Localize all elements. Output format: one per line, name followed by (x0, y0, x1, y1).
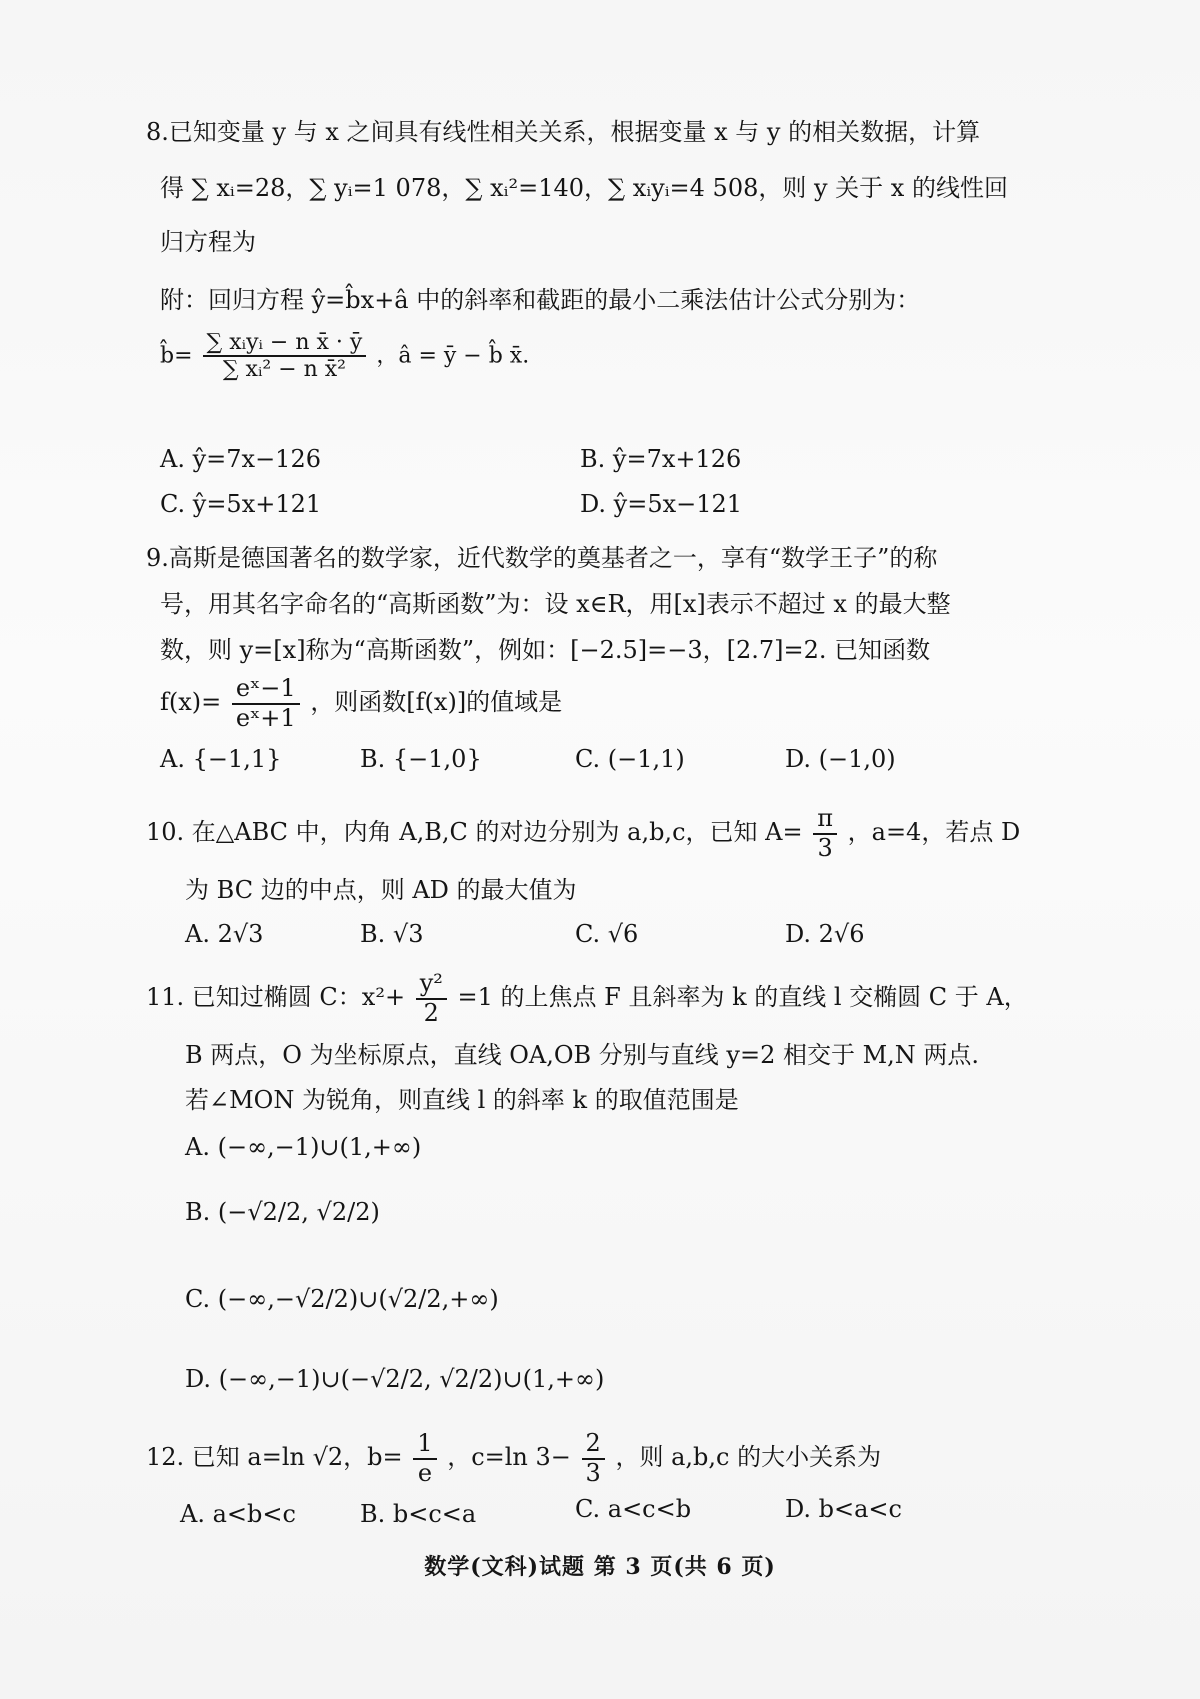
function-lhs: f(x)= (160, 688, 222, 717)
q11-ellipse-fraction (416, 970, 447, 1027)
q10-option-d: D. 2√6 (785, 920, 865, 948)
q11-line2: B 两点，O 为坐标原点，直线 OA,OB 分别与直线 y=2 相交于 M,N 两点. (185, 1041, 980, 1069)
q11-line1-text: 11. 已知过椭圆 C：x²+ (146, 983, 406, 1012)
q9-function-line (160, 675, 562, 732)
q12-b-numerator: 1 (413, 1430, 436, 1460)
q9-option-a: A. {−1,1} (160, 745, 282, 773)
q12-b-denominator: e (417, 1458, 433, 1487)
q8-option-a: A. ŷ=7x−126 (160, 445, 321, 473)
q12-c-denominator: 3 (585, 1458, 601, 1487)
q11-y-numerator: y² (416, 970, 447, 1000)
q12-line1-text: 12. 已知 a=ln √2，b= (146, 1443, 403, 1472)
function-numerator: eˣ−1 (232, 675, 300, 705)
q11-option-b: B. (−√2/2, √2/2) (185, 1198, 380, 1226)
formula-fraction (203, 330, 367, 383)
q12-line1-rest: ，则 a,b,c 的大小关系为 (615, 1443, 882, 1472)
q9-line1: 9.高斯是德国著名的数学家，近代数学的奠基者之一，享有“数学王子”的称 (146, 544, 938, 572)
function-rhs: ，则函数[f(x)]的值域是 (310, 688, 563, 717)
formula-denominator: ∑ xᵢ² − n x̄² (222, 357, 347, 383)
q10-line2: 为 BC 边的中点，则 AD 的最大值为 (185, 876, 577, 904)
q9-line2: 号，用其名字命名的“高斯函数”为：设 x∈R，用[x]表示不超过 x 的最大整 (160, 590, 951, 618)
q12-line1 (146, 1430, 881, 1487)
q10-pi-denominator: 3 (817, 833, 833, 862)
q8-option-d: D. ŷ=5x−121 (580, 490, 743, 518)
q12-line1-mid: ，c=ln 3− (447, 1443, 571, 1472)
formula-numerator: ∑ xᵢyᵢ − n x̄ · ȳ (203, 330, 367, 357)
q9-option-c: C. (−1,1) (575, 745, 685, 773)
function-denominator: eˣ+1 (235, 703, 296, 732)
q10-line1 (146, 805, 1020, 862)
q12-option-d: D. b<a<c (785, 1495, 902, 1523)
q11-line3: 若∠MON 为锐角，则直线 l 的斜率 k 的取值范围是 (185, 1086, 739, 1114)
q8-line4: 附：回归方程 ŷ=b̂x+â 中的斜率和截距的最小二乘法估计公式分别为： (160, 286, 921, 314)
q12-b-fraction (413, 1430, 436, 1487)
page-footer: 数学(文科)试题 第 3 页(共 6 页) (424, 1554, 776, 1580)
q8-line2: 得 ∑ xᵢ=28，∑ yᵢ=1 078，∑ xᵢ²=140，∑ xᵢyᵢ=4 508，则 y 关于 x 的线性回 (160, 174, 1008, 202)
q10-angle-fraction (813, 805, 837, 862)
q9-option-d: D. (−1,0) (785, 745, 896, 773)
q10-line1-text: 10. 在△ABC 中，内角 A,B,C 的对边分别为 a,b,c，已知 A= (146, 818, 803, 847)
q10-option-c: C. √6 (575, 920, 639, 948)
q11-option-c: C. (−∞,−√2/2)∪(√2/2,+∞) (185, 1285, 499, 1313)
q12-c-numerator: 2 (582, 1430, 605, 1460)
q10-option-a: A. 2√3 (185, 920, 264, 948)
q11-y-denominator: 2 (423, 998, 439, 1027)
formula-lhs: b̂= (160, 343, 193, 369)
q12-option-a: A. a<b<c (180, 1500, 296, 1528)
q8-option-c: C. ŷ=5x+121 (160, 490, 322, 518)
q9-option-b: B. {−1,0} (360, 745, 482, 773)
q12-option-b: B. b<c<a (360, 1500, 477, 1528)
function-fraction (232, 675, 300, 732)
q10-line1-rest: ，a=4，若点 D (847, 818, 1021, 847)
q11-option-a: A. (−∞,−1)∪(1,+∞) (185, 1133, 422, 1161)
q12-option-c: C. a<c<b (575, 1495, 692, 1523)
formula-rhs: ，â = ȳ − b̂ x̄. (376, 343, 530, 369)
q8-line3: 归方程为 (160, 228, 256, 256)
q8-line1: 8.已知变量 y 与 x 之间具有线性相关关系，根据变量 x 与 y 的相关数据，计算 (146, 118, 981, 146)
q12-c-fraction (582, 1430, 605, 1487)
q9-line3: 数，则 y=[x]称为“高斯函数”，例如：[−2.5]=−3，[2.7]=2. 已知函数 (160, 636, 931, 664)
q10-option-b: B. √3 (360, 920, 424, 948)
q11-option-d: D. (−∞,−1)∪(−√2/2, √2/2)∪(1,+∞) (185, 1365, 605, 1393)
q11-line1-rest: =1 的上焦点 F 且斜率为 k 的直线 l 交椭圆 C 于 A， (457, 983, 1028, 1012)
q8-slope-formula (160, 330, 529, 383)
q8-option-b: B. ŷ=7x+126 (580, 445, 742, 473)
q11-line1 (146, 970, 1028, 1027)
q10-pi-numerator: π (813, 805, 837, 835)
